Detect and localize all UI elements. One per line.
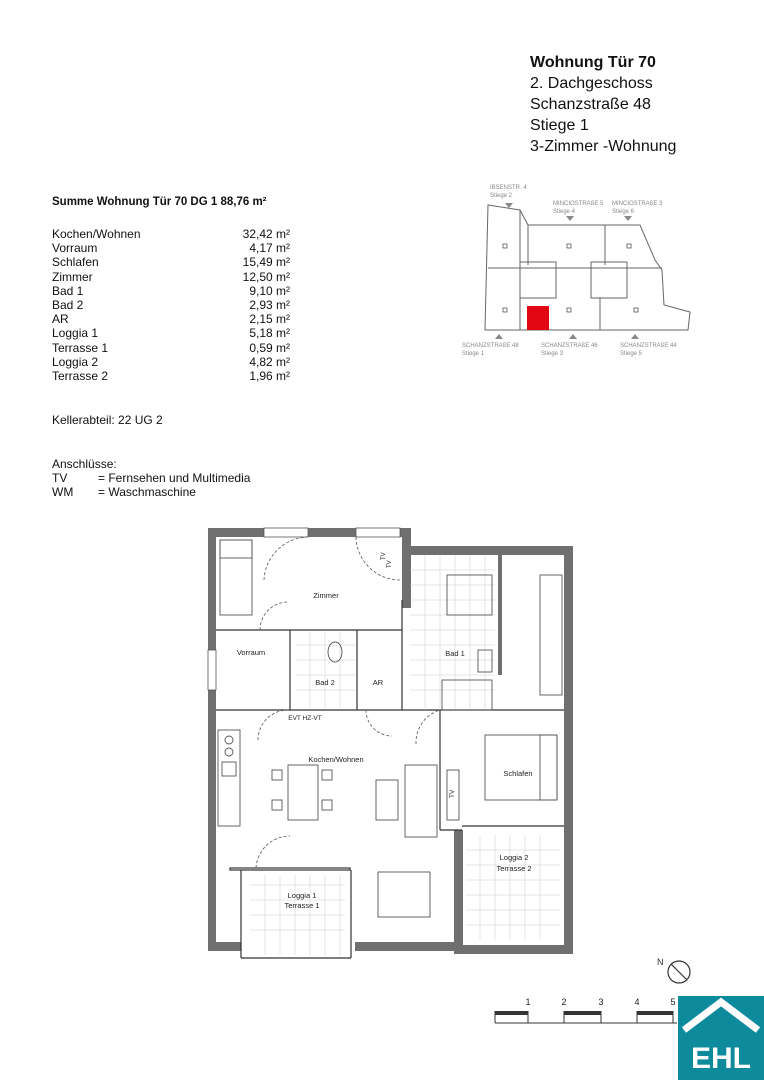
area-value: 12,50 m²: [242, 269, 290, 284]
bath2-tiles: [296, 632, 355, 708]
room-label-ar: AR: [372, 678, 384, 687]
area-name: Loggia 1: [52, 326, 99, 341]
scale-fill: [495, 1011, 528, 1015]
site-label: SCHANZSTRAßE 46: [541, 343, 598, 349]
stair-arrow-icon: [566, 216, 574, 221]
legend-item: [52, 471, 250, 485]
stair-arrow-icon: [631, 334, 639, 339]
area-name: Vorraum: [52, 241, 98, 256]
area-row: [52, 369, 290, 383]
site-label: MINCIOSTRAßE 5: [553, 201, 604, 207]
pillow: [540, 735, 557, 800]
wall: [402, 546, 572, 555]
area-row: [52, 326, 290, 340]
site-marker: [627, 244, 631, 248]
room-label-loggia2: Loggia 2: [499, 853, 529, 862]
area-value: 15,49 m²: [242, 255, 290, 270]
apartment-type: 3-Zimmer -Wohnung: [530, 138, 677, 155]
site-marker: [634, 308, 638, 312]
site-stairwell: [591, 262, 627, 298]
site-marker: [503, 308, 507, 312]
scale-label: 3: [598, 997, 604, 1007]
area-row: [52, 341, 290, 355]
bath1-cabinet: [540, 575, 562, 695]
area-value: 0,59 m²: [249, 340, 290, 355]
bath1-tiles: [410, 555, 495, 710]
area-name: Terrasse 2: [52, 368, 109, 383]
tv-label: TV: [381, 552, 387, 560]
chair: [272, 800, 282, 810]
shower: [442, 680, 492, 710]
wall: [355, 942, 462, 951]
door-swing: [416, 710, 440, 744]
area-value: 4,82 m²: [249, 354, 290, 369]
legend-item: [52, 485, 250, 499]
area-name: Schlafen: [52, 255, 99, 270]
exterior-walls: [208, 528, 573, 954]
door-swing: [260, 602, 288, 630]
coffee-table: [376, 780, 398, 820]
area-value: 9,10 m²: [249, 283, 290, 298]
bed: [220, 540, 252, 615]
wall: [208, 528, 264, 537]
scale-fill: [564, 1011, 601, 1015]
room-label-vorraum: Vorraum: [236, 648, 266, 657]
floor-plan: [200, 520, 590, 970]
area-row: [52, 241, 290, 255]
sunbed: [378, 872, 430, 917]
site-marker: [567, 244, 571, 248]
area-list: [52, 227, 290, 383]
area-name: Terrasse 1: [52, 340, 109, 355]
area-value: 5,18 m²: [249, 326, 290, 341]
room-label-schlafen: Schlafen: [503, 769, 533, 778]
room-label-loggia1: Loggia 1: [287, 891, 317, 900]
site-marker: [567, 308, 571, 312]
wall: [454, 830, 463, 950]
scale-label: 4: [634, 997, 640, 1007]
site-label: SCHANZSTRAßE 48: [462, 343, 519, 349]
tv-label: TV: [449, 789, 456, 798]
site-marker: [503, 244, 507, 248]
window: [264, 528, 308, 537]
area-name: Loggia 2: [52, 354, 99, 369]
area-value: 2,15 m²: [249, 312, 290, 327]
site-label: SCHANZSTRAßE 44: [620, 343, 677, 349]
area-name: Kochen/Wohnen: [52, 227, 141, 241]
area-row: [52, 255, 290, 269]
area-name: Zimmer: [52, 269, 93, 284]
site-label: Stiege 1: [462, 351, 485, 357]
wall: [564, 546, 573, 954]
area-name: AR: [52, 312, 69, 327]
wall: [208, 528, 216, 950]
loggia1-tiles: [250, 875, 345, 955]
chair: [272, 770, 282, 780]
site-label: Stiege 2: [490, 193, 513, 199]
site-stairwell: [520, 262, 556, 298]
wall: [208, 942, 241, 951]
loggia2-tiles: [466, 835, 560, 940]
site-label: IBSENSTR. 4: [490, 185, 527, 191]
room-label-bad1: Bad 1: [445, 649, 465, 658]
north-label: N: [657, 957, 664, 967]
sofa: [405, 765, 437, 837]
pillow: [220, 540, 252, 558]
logo-text: EHL: [691, 1042, 751, 1075]
wall: [402, 528, 411, 608]
apartment-floor: 2. Dachgeschoss: [530, 75, 653, 92]
scale-label: 5: [670, 997, 676, 1007]
apartment-header: [530, 52, 676, 157]
legend-key: TV: [52, 471, 68, 485]
site-label: Stiege 6: [612, 209, 635, 215]
room-label-bad2: Bad 2: [315, 678, 335, 687]
area-row: [52, 284, 290, 298]
area-value: 1,96 m²: [249, 368, 290, 383]
area-row: [52, 298, 290, 312]
window: [356, 528, 400, 537]
area-name: Bad 1: [52, 283, 84, 298]
roof-shape: [684, 1002, 758, 1030]
apartment-highlight: [527, 306, 549, 330]
scale-label: 1: [525, 997, 531, 1007]
apartment-stair: Stiege 1: [530, 117, 589, 134]
area-summary: Summe Wohnung Tür 70 DG 1 88,76 m²: [52, 196, 267, 208]
legend-key: WM: [52, 485, 74, 499]
loggia-rail: [230, 868, 350, 870]
stair-arrow-icon: [569, 334, 577, 339]
tv-label: TV: [387, 560, 393, 568]
room-label-terrasse2: Terrasse 2: [496, 864, 532, 873]
scale-bar: [485, 993, 685, 1033]
apartment-street: Schanzstraße 48: [530, 96, 651, 113]
apartment-title: Wohnung Tür 70: [530, 54, 656, 71]
door-swing: [258, 710, 288, 740]
hob: [225, 736, 233, 744]
room-label-terrasse1: Terrasse 1: [284, 901, 320, 910]
evt-label: EVT HZ-VT: [288, 715, 322, 722]
sink: [222, 762, 236, 776]
cellar-info: Kellerabteil: 22 UG 2: [52, 413, 163, 427]
site-plan: [455, 180, 700, 365]
legend-desc: = Waschmaschine: [98, 485, 196, 499]
scale-fill: [637, 1011, 673, 1015]
area-name: Bad 2: [52, 297, 84, 312]
area-value: 2,93 m²: [249, 297, 290, 312]
room-label-kochen: Kochen/Wohnen: [308, 755, 364, 764]
door-swing: [356, 537, 400, 580]
area-row: [52, 312, 290, 326]
wall: [308, 528, 356, 537]
connections-title: Anschlüsse:: [52, 457, 117, 471]
area-row: [52, 270, 290, 284]
stair-arrow-icon: [624, 216, 632, 221]
area-value: 32,42 m²: [242, 227, 290, 241]
door-swing: [366, 710, 392, 736]
hob: [225, 748, 233, 756]
stair-arrow-icon: [505, 203, 513, 208]
site-label: MINCIOSTRAßE 3: [612, 201, 663, 207]
compass: [652, 950, 694, 990]
chair: [322, 770, 332, 780]
dining-table: [288, 765, 318, 820]
wall: [498, 555, 502, 675]
double-bed: [485, 735, 557, 800]
site-label: Stiege 3: [541, 351, 564, 357]
chair: [322, 800, 332, 810]
legend-desc: = Fernsehen und Multimedia: [98, 471, 251, 485]
door-swing: [264, 537, 308, 580]
room-label-zimmer: Zimmer: [313, 591, 339, 600]
area-value: 4,17 m²: [249, 241, 290, 256]
site-label: Stiege 5: [620, 351, 643, 357]
ehl-logo: [678, 996, 764, 1080]
wall: [454, 945, 573, 954]
door-swing: [256, 836, 290, 868]
area-row: [52, 355, 290, 369]
house-icon: [678, 996, 764, 1080]
scale-label: 2: [561, 997, 567, 1007]
compass-needle: [671, 964, 687, 980]
site-label: Stiege 4: [553, 209, 576, 215]
area-row: [52, 227, 290, 241]
connections-legend: [52, 457, 250, 499]
window: [208, 650, 216, 690]
stair-arrow-icon: [495, 334, 503, 339]
